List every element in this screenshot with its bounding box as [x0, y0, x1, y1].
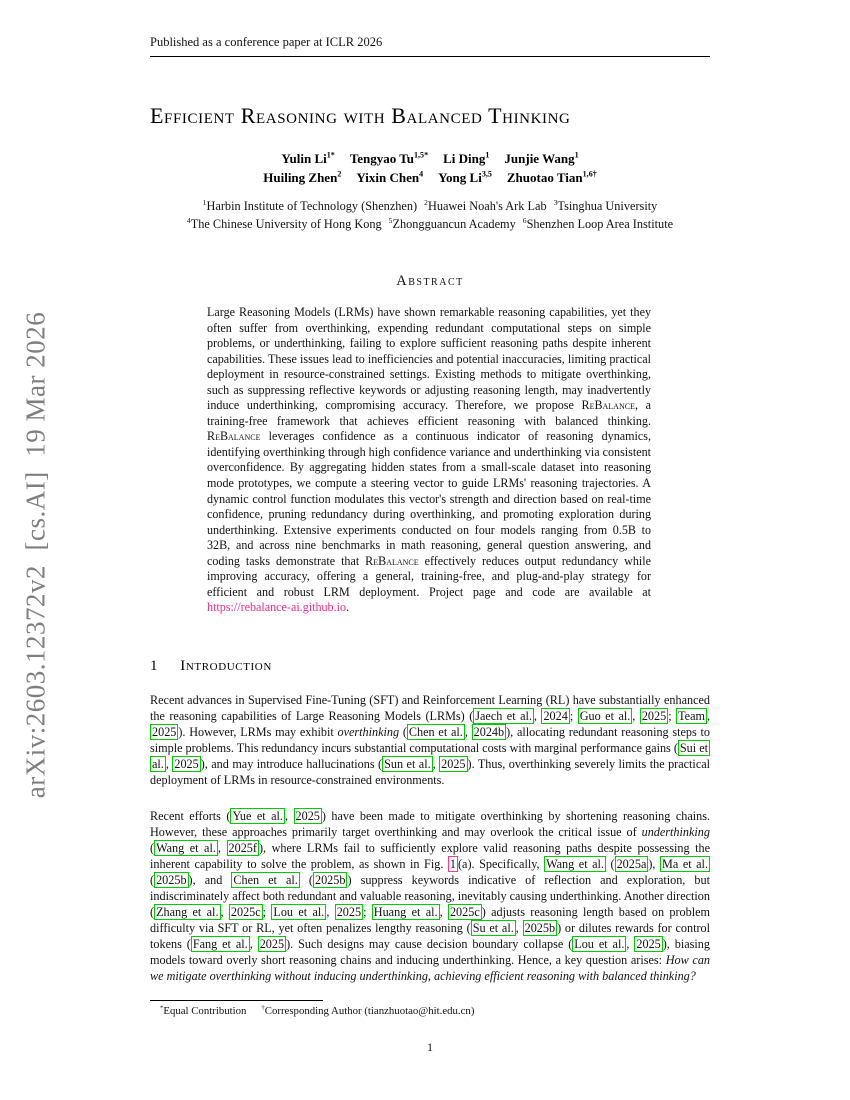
citation-link[interactable]: Fang et al.	[192, 937, 248, 951]
superscript-marker: 4	[419, 169, 424, 179]
affiliation-line-1: $^1$Harbin Institute of Technology (Shenzhen) $^2$Huawei Noah's Ark Lab $^3$Tsinghua University	[202, 197, 658, 213]
citation-link[interactable]: Team	[678, 709, 705, 723]
citation-link[interactable]: Su et al.	[472, 921, 514, 935]
page-number: 1	[427, 1040, 433, 1054]
citation-link[interactable]: Sun et al.	[384, 757, 431, 771]
citation-link[interactable]: 2025b	[314, 873, 346, 887]
citation-link[interactable]: 2025c	[449, 905, 480, 919]
citation-link[interactable]: Jaech et al.	[475, 709, 532, 723]
superscript-marker: †	[261, 1004, 265, 1012]
abstract-heading: Abstract	[396, 273, 464, 289]
superscript-marker: 4	[186, 215, 191, 225]
citation-link[interactable]: 2025b	[524, 921, 556, 935]
citation-link[interactable]: 2025a	[616, 857, 647, 871]
paper-title: Efficient Reasoning with Balanced Thinking	[150, 103, 571, 128]
superscript-marker: 5	[388, 215, 393, 225]
author-line-2: Huiling Zhen$^2$ Yixin Chen$^4$ Yong Li$^{3,5}$ Zhuotao Tian$^{1,6\dagger}$	[263, 169, 597, 185]
superscript-marker: 3	[553, 197, 558, 207]
citation-link[interactable]: Wang et al.	[546, 857, 604, 871]
superscript-marker: 1,6†	[582, 169, 597, 179]
footnote-text: *Equal Contribution †Corresponding Author (tianzhuotao@hit.edu.cn)	[160, 1004, 475, 1017]
superscript-marker: 2	[337, 169, 342, 179]
affiliation-block	[150, 197, 710, 233]
citation-link[interactable]: Guo et al.	[579, 709, 631, 723]
superscript-marker: 1	[202, 197, 207, 207]
superscript-marker: 1*	[326, 150, 335, 160]
citation-link[interactable]: Lou et al.	[574, 937, 625, 951]
citation-link[interactable]: Ma et al.	[662, 857, 708, 871]
arxiv-watermark: arXiv:2603.12372v2 [cs.AI] 19 Mar 2026	[20, 311, 51, 799]
citation-link[interactable]: Chen et al.	[408, 725, 463, 739]
citation-link[interactable]: 2025	[336, 905, 362, 919]
author-line-1: Yulin $Li^{1*}$ Tengyao $Tu^{1,5*}$ Li Ding$^1$ Junjie Wang$^1$	[281, 150, 579, 166]
superscript-marker: *	[160, 1004, 164, 1012]
superscript-marker: 1	[485, 150, 490, 160]
author-block	[150, 149, 710, 187]
superscript-marker: 3,5	[481, 169, 492, 179]
superscript-marker: 6	[522, 215, 527, 225]
superscript-marker: 2	[424, 197, 428, 207]
intro-paragraph-1: Recent advances in Supervised Fine-Tuning (SFT) and Reinforcement Learning (RL) have substantially enhanced the reasoning capabilities of Large Reasoning Models (LRMs) ( Jaech et al. , 2024 ; Guo et al. , 2025 ; Team , 2025 ). However, LRMs may exhibit overthinking ( Chen et al. , 2024b ), allocating redundant reasoning steps to simple problems. This redundancy incurs substantial computational costs with marginal performance gains ( Sui et al. , 2025 ), and may introduce hallucinations ( Sun et al. , 2025 ). Thus, overthinking severely limits the practical deployment of LRMs in resource-constrained environments.	[150, 693, 711, 787]
conference-header	[150, 35, 710, 57]
citation-link[interactable]: 2025f	[228, 841, 257, 855]
conference-header-text: Published as a conference paper at ICLR 2026	[150, 35, 383, 49]
citation-link[interactable]: 2025b	[156, 873, 187, 887]
citation-link[interactable]: 2025	[441, 757, 466, 771]
citation-link[interactable]: 2025	[641, 709, 667, 723]
superscript-marker: 1,5*	[414, 150, 429, 160]
citation-link[interactable]: Wang et al.	[156, 841, 216, 855]
citation-link[interactable]: Huang et al.	[373, 905, 438, 919]
citation-link[interactable]: 2025	[152, 725, 177, 739]
citation-link[interactable]: Zhang et al.	[156, 905, 219, 919]
citation-link[interactable]: 2024	[543, 709, 568, 723]
citation-link[interactable]: 2025	[259, 937, 285, 951]
section-number: 1	[150, 658, 158, 674]
citation-link[interactable]: 2024b	[473, 725, 505, 739]
citation-link[interactable]: Yue et al.	[232, 809, 283, 823]
affiliation-line-2: $^4$The Chinese University of Hong Kong $^5$Zhongguancun Academy $^6$Shenzhen Loop Area Institute	[186, 215, 674, 231]
citation-link[interactable]: 2025	[636, 937, 661, 951]
citation-link[interactable]: Sui et al.	[152, 741, 709, 771]
figure-ref-link[interactable]: 1	[449, 857, 456, 871]
section-heading-introduction	[150, 658, 272, 675]
citation-link[interactable]: Chen et al.	[233, 873, 298, 887]
project-link[interactable]: https://rebalance-ai.github.io	[207, 600, 347, 615]
footnote-rule	[150, 1000, 323, 1001]
intro-paragraph-2: Recent efforts ( Yue et al. , 2025 ) have been made to mitigate overthinking by shortening reasoning chains. However, these approaches primarily target overthinking and may overlook the critical issue of underthinking ( Wang et al. , 2025f ), where LRMs fail to sufficiently explore valid reasoning paths despite possessing the inherent capability to solve the problem, as shown in Fig. 1 (a). Specifically, Wang et al. ( 2025a ), Ma et al. ( 2025b ), and Chen et al. ( 2025b ) suppress keywords indicative of reflection and exploration, but indiscriminately affect both redundant and valuable reasoning, inevitably causing underthinking. Another direction ( Zhang et al. , 2025c ; Lou et al. , 2025 ; Huang et al. , 2025c ) adjusts reasoning length based on problem difficulty via SFT or RL, yet often penalizes lengthy reasoning ( Su et al. , 2025b ) or dilutes rewards for control tokens ( Fang et al. , 2025 ). Such designs may cause decision boundary collapse ( Lou et al. , 2025 ), biasing models toward overly short reasoning chains and inducing underthinking. Hence, a key question arises: How can we mitigate overthinking without inducing underthinking, achieving efficient reasoning with balanced thinking?	[150, 809, 711, 983]
citation-link[interactable]: 2025	[174, 757, 199, 771]
citation-link[interactable]: 2025	[295, 809, 320, 823]
section-title: Introduction	[180, 658, 272, 674]
citation-link[interactable]: 2025c	[230, 905, 261, 919]
abstract-body: Large Reasoning Models (LRMs) have shown remarkable reasoning capabilities, yet they often suffer from overthinking, expending redundant computational steps on simple problems, or underthinking, failing to explore sufficient reasoning paths despite inherent capabilities. These issues lead to inefficiencies and potential inaccuracies, limiting practical deployment in resource-constrained settings. Existing methods to mitigate overthinking, such as suppressing reflective keywords or adjusting reasoning length, may inadvertently induce underthinking, compromising accuracy. Therefore, we propose ReBalance, a training-free framework that achieves efficient reasoning with balanced thinking. ReBalance leverages confidence as a continuous indicator of reasoning dynamics, identifying overthinking through high confidence variance and underthinking via consistent overconfidence. By aggregating hidden states from a small-scale dataset into reasoning mode prototypes, we compute a steering vector to guide LRMs' reasoning trajectories. A dynamic control function modulates this vector's strength and direction based on real-time confidence, pruning redundancy during overthinking, and promoting exploration during underthinking. Extensive experiments conducted on four models ranging from 0.5B to 32B, and across nine benchmarks in math reasoning, general question answering, and coding tasks demonstrate that ReBalance effectively reduces output redundancy while improving accuracy, offering a general, training-free, and plug-and-play strategy for efficient and robust LRM deployment. Project page and code are available at https://rebalance-ai.github.io.	[207, 305, 652, 615]
superscript-marker: 1	[574, 150, 579, 160]
citation-link[interactable]: Lou et al.	[273, 905, 325, 919]
